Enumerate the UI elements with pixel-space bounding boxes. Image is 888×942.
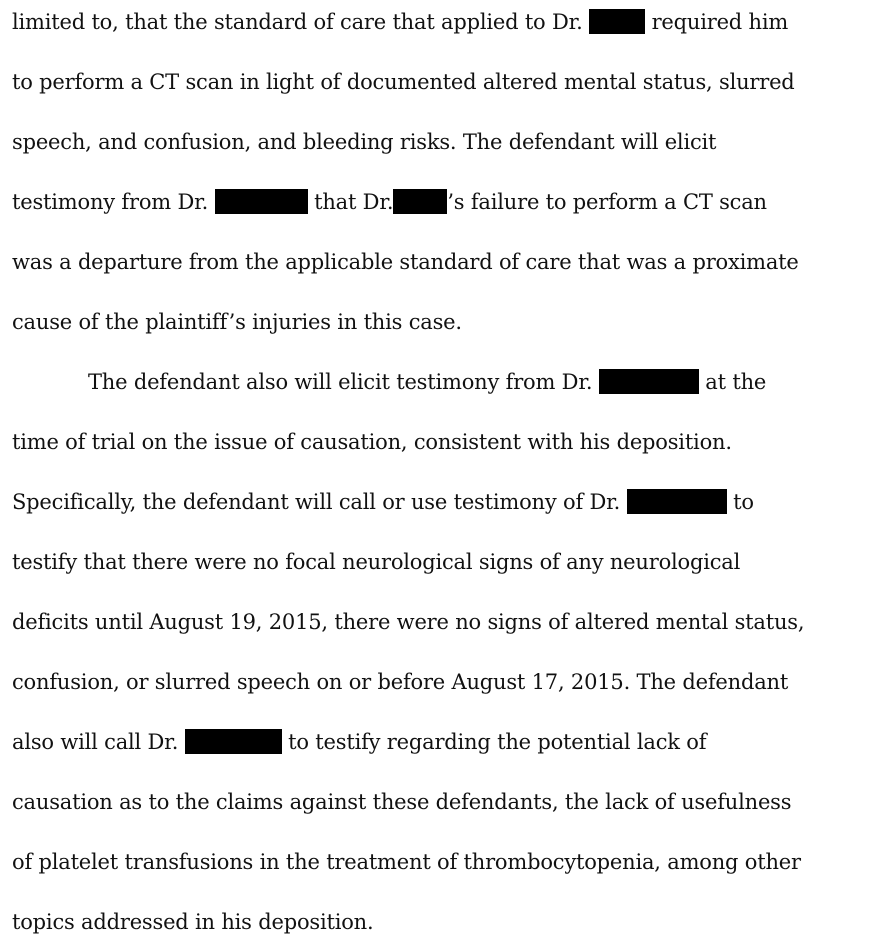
line-text: also will call Dr. (12, 730, 179, 754)
text-line (88, 367, 766, 397)
text-line: was a departure from the applicable standard of care that was a proximate (12, 250, 799, 274)
text-line: testify that there were no focal neurological signs of any neurological (12, 550, 741, 574)
line-text: to testify regarding the potential lack of (288, 730, 707, 754)
text-line: topics addressed in his deposition. (12, 910, 374, 934)
text-line: time of trial on the issue of causation, consistent with his deposition. (12, 430, 732, 454)
text-line (12, 7, 788, 37)
line-text: The defendant also will elicit testimony from Dr. (88, 370, 593, 394)
text-line (12, 727, 706, 757)
text-line: confusion, or slurred speech on or before August 17, 2015. The defendant (12, 670, 789, 694)
text-line (12, 187, 767, 217)
line-text: required him (651, 10, 789, 34)
redaction-box (589, 9, 645, 34)
redaction-box (599, 369, 699, 394)
line-text: Specifically, the defendant will call or use testimony of Dr. (12, 490, 621, 514)
line-text: at the (705, 370, 767, 394)
text-line: causation as to the claims against these defendants, the lack of usefulness (12, 790, 792, 814)
line-text: to (733, 490, 754, 514)
redaction-box (215, 189, 308, 214)
redaction-box (185, 729, 282, 754)
line-text: testimony from Dr. (12, 190, 209, 214)
redaction-box (393, 189, 447, 214)
redaction-box (627, 489, 727, 514)
text-line: cause of the plaintiff’s injuries in this case. (12, 310, 462, 334)
line-text: that Dr. (314, 190, 394, 214)
text-line: of platelet transfusions in the treatment of thrombocytopenia, among other (12, 850, 801, 874)
text-line: deficits until August 19, 2015, there were no signs of altered mental status, (12, 610, 805, 634)
line-text: ’s failure to perform a CT scan (447, 190, 767, 214)
line-text: limited to, that the standard of care that applied to Dr. (12, 10, 583, 34)
text-line: speech, and confusion, and bleeding risks. The defendant will elicit (12, 130, 717, 154)
text-line: to perform a CT scan in light of documented altered mental status, slurred (12, 70, 795, 94)
text-line (12, 487, 754, 517)
